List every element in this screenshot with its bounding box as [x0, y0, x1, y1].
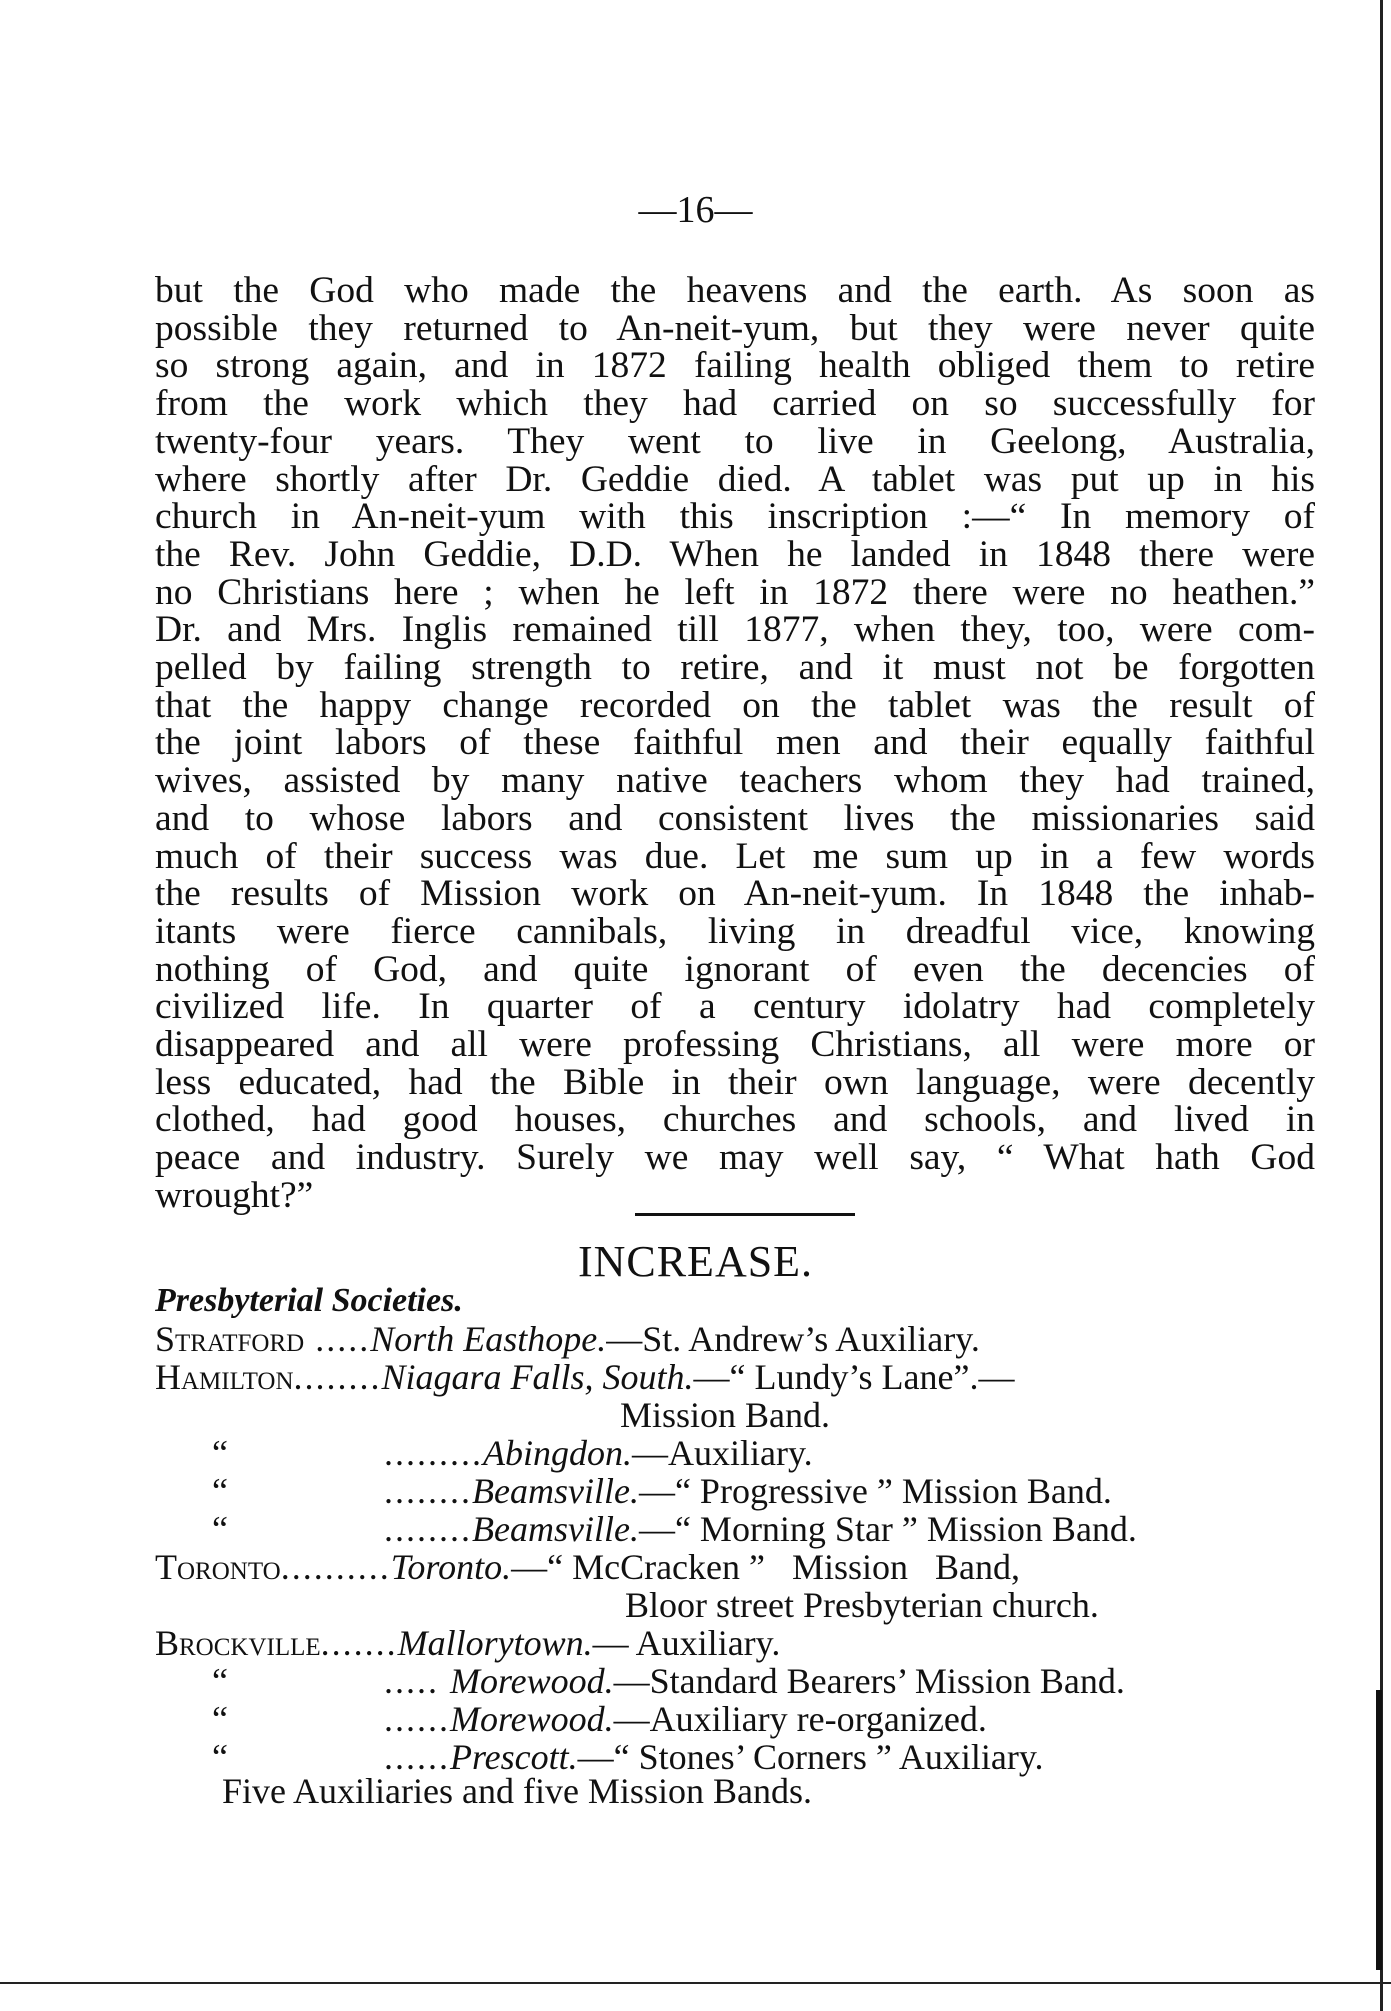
list-item	[155, 1624, 1335, 1662]
list-item	[155, 1472, 1335, 1510]
society-location: Morewood.	[450, 1661, 614, 1701]
body-line: less educated, had the Bible in their own language, were decently	[155, 1061, 1315, 1103]
society-location: Niagara Falls, South.	[381, 1357, 694, 1397]
leader-dots: ........	[293, 1357, 382, 1397]
body-line: civilized life. In quarter of a century idolatry had completely	[155, 986, 1315, 1028]
society-description: —“ Progressive ” Mission Band.	[638, 1471, 1112, 1511]
ditto-mark: “	[212, 1661, 228, 1701]
society-description: —“ McCracken ” Mission Band,	[511, 1547, 1021, 1587]
body-line: possible they returned to An-neit-yum, but they were never quite	[155, 307, 1315, 349]
society-description: —“ Lundy’s Lane”.—	[693, 1357, 1015, 1397]
list-item	[155, 1548, 1335, 1586]
society-description: —St. Andrew’s Auxiliary.	[606, 1319, 980, 1359]
binding-shadow	[1376, 1690, 1382, 1970]
page-edge-right	[1380, 0, 1383, 2011]
body-line: pelled by failing strength to retire, and it must not be forgotten	[155, 647, 1315, 689]
body-line: so strong again, and in 1872 failing health obliged them to retire	[155, 345, 1315, 387]
body-line: clothed, had good houses, churches and schools, and lived in	[155, 1099, 1315, 1141]
body-line: where shortly after Dr. Geddie died. A tablet was put up in his	[155, 458, 1315, 500]
society-description: —Auxiliary.	[632, 1433, 813, 1473]
society-location: Mallorytown.	[397, 1623, 593, 1663]
society-list	[155, 1320, 1335, 1776]
body-line: from the work which they had carried on so successfully for	[155, 383, 1315, 425]
ditto-mark: “	[212, 1509, 228, 1549]
section-heading: INCREASE.	[577, 1237, 814, 1286]
society-location: Beamsville.	[472, 1509, 639, 1549]
body-line: wrought?”	[155, 1174, 314, 1216]
body-line: but the God who made the heavens and the earth. As soon as	[155, 270, 1315, 311]
society-location: Morewood.	[450, 1699, 614, 1739]
body-paragraph	[155, 272, 1315, 1215]
leader-dots: ......	[285, 1737, 450, 1777]
ditto-mark: “	[212, 1433, 228, 1473]
presbytery-name: Brockville	[155, 1623, 321, 1663]
leader-dots: ..........	[280, 1547, 391, 1587]
page-edge-bottom	[0, 1982, 1391, 1984]
section-divider	[635, 1213, 855, 1216]
body-line: church in An-neit-yum with this inscription :—“ In memory of	[155, 496, 1315, 538]
society-location: Beamsville.	[472, 1471, 639, 1511]
presbytery-name: Toronto	[155, 1547, 281, 1587]
body-line: the Rev. John Geddie, D.D. When he landed in 1848 there were	[155, 533, 1315, 575]
society-description: — Auxiliary.	[592, 1623, 781, 1663]
body-line: much of their success was due. Let me sum up in a few words	[155, 835, 1315, 877]
ditto-mark: “	[212, 1737, 228, 1777]
society-description: —Standard Bearers’ Mission Band.	[613, 1661, 1125, 1701]
leader-dots: ........	[285, 1509, 472, 1549]
body-line: wives, assisted by many native teachers whom they had trained,	[155, 760, 1315, 802]
leader-dots: .......	[320, 1623, 398, 1663]
body-line: itants were fierce cannibals, living in dreadful vice, knowing	[155, 910, 1315, 952]
leader-dots: .....	[285, 1661, 450, 1701]
body-line: the joint labors of these faithful men and their equally faithful	[155, 722, 1315, 764]
society-location: Abingdon.	[483, 1433, 632, 1473]
list-item	[155, 1320, 1335, 1358]
society-description: —“ Stones’ Corners ” Auxiliary.	[577, 1737, 1044, 1777]
list-item	[155, 1510, 1335, 1548]
body-line: no Christians here ; when he left in 1872 there were no heathen.”	[155, 571, 1315, 613]
body-line: and to whose labors and consistent lives the missionaries said	[155, 797, 1315, 839]
list-item	[155, 1434, 1335, 1472]
body-line: Dr. and Mrs. Inglis remained till 1877, when they, too, were com-	[155, 609, 1315, 651]
body-line: disappeared and all were professing Christians, all were more or	[155, 1024, 1315, 1066]
leader-dots: .....	[304, 1319, 371, 1359]
summary-line: Five Auxiliaries and five Mission Bands.	[222, 1771, 812, 1811]
entry-continuation: Bloor street Presbyterian church.	[625, 1585, 1099, 1625]
body-line: the results of Mission work on An-neit-yum. In 1848 the inhab-	[155, 873, 1315, 915]
presbytery-name: Stratford	[155, 1319, 305, 1359]
body-line: nothing of God, and quite ignorant of even the decencies of	[155, 948, 1315, 990]
entry-continuation: Mission Band.	[620, 1395, 831, 1435]
section-subheading: Presbyterial Societies.	[155, 1282, 463, 1319]
list-item	[155, 1396, 1335, 1434]
list-item	[155, 1700, 1335, 1738]
list-item	[155, 1358, 1335, 1396]
ditto-mark: “	[212, 1699, 228, 1739]
body-line: twenty-four years. They went to live in Geelong, Australia,	[155, 420, 1315, 462]
body-line: that the happy change recorded on the tablet was the result of	[155, 684, 1315, 726]
society-description: —“ Morning Star ” Mission Band.	[638, 1509, 1137, 1549]
leader-dots: ........	[285, 1471, 472, 1511]
society-description: —Auxiliary re-organized.	[613, 1699, 987, 1739]
society-location: North Easthope.	[370, 1319, 607, 1359]
leader-dots: .........	[285, 1433, 483, 1473]
page-number: —16—	[638, 189, 753, 231]
ditto-mark: “	[212, 1471, 228, 1511]
list-item	[155, 1586, 1335, 1624]
list-item	[155, 1662, 1335, 1700]
body-line: peace and industry. Surely we may well say, “ What hath God	[155, 1137, 1315, 1179]
society-location: Prescott.	[450, 1737, 578, 1777]
leader-dots: ......	[285, 1699, 450, 1739]
presbytery-name: Hamilton	[155, 1357, 294, 1397]
society-location: Toronto.	[390, 1547, 512, 1587]
